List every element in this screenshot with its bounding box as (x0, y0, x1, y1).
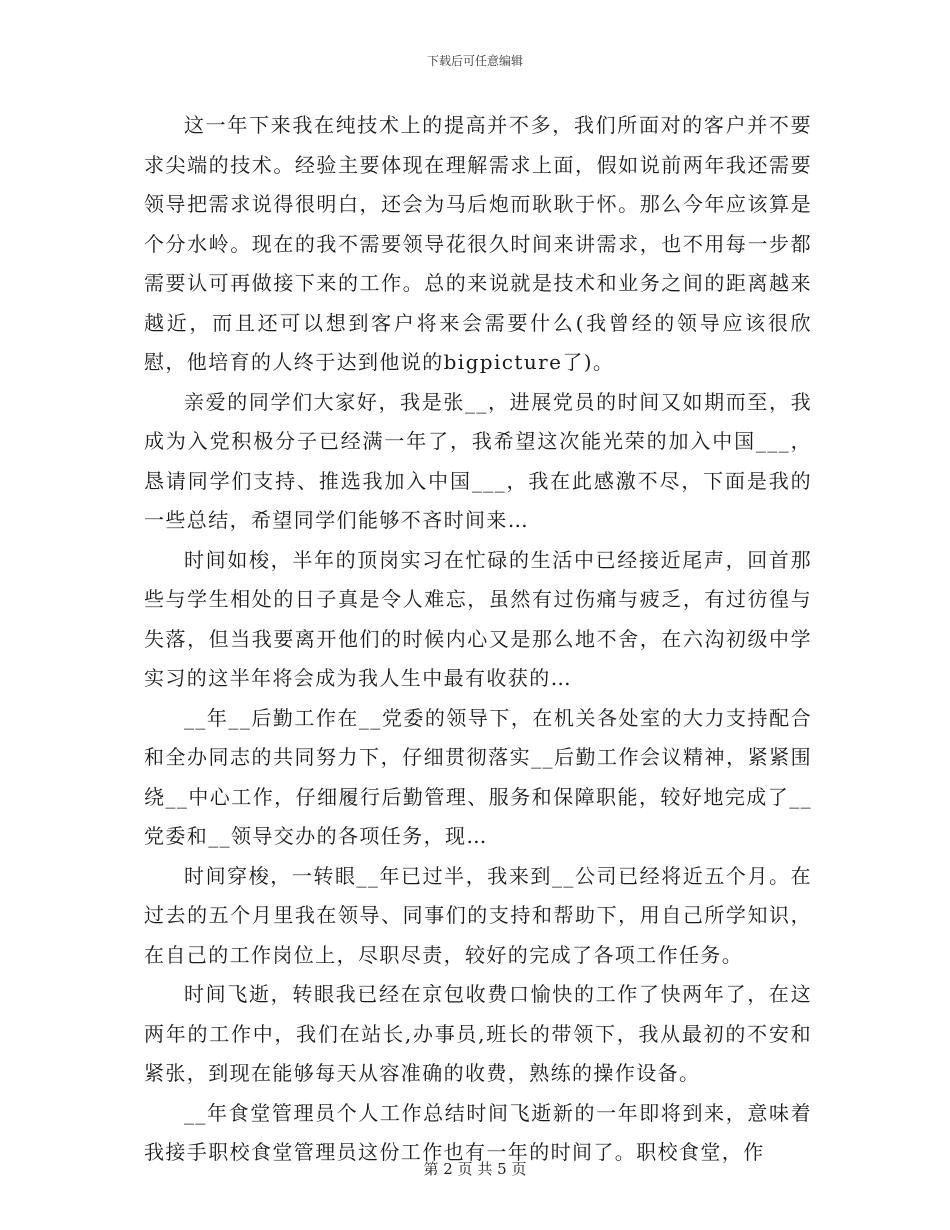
paragraph-6: 时间飞逝，转眼我已经在京包收费口愉快的工作了快两年了，在这两年的工作中，我们在站长,办事员,班长的带领下，我从最初的不安和紧张，到现在能够每天从容准确的收费，熟练的操作设备。 (144, 982, 812, 1085)
paragraph-5: 时间穿梭，一转眼__年已过半，我来到__公司已经将近五个月。在过去的五个月里我在领导、同事们的支持和帮助下，用自己所学知识，在自己的工作岗位上，尽职尽责，较好的完成了各项工作任务。 (144, 863, 812, 967)
paragraph-7: __年食堂管理员个人工作总结时间飞逝新的一年即将到来，意味着我接手职校食堂管理员这份工作也有一年的时间了。职校食堂，作 (144, 1100, 812, 1164)
page-header: 下载后可任意编辑 (426, 54, 523, 68)
page-footer: 第 2 页 共 5 页 (423, 1160, 527, 1178)
paragraph-4: __年__后勤工作在__党委的领导下，在机关各处室的大力支持配合和全办同志的共同努力下，仔细贯彻落实__后勤工作会议精神，紧紧围绕__中心工作，仔细履行后勤管理、服务和保障职能，较好地完成了__党委和__领导交办的各项任务，现… (144, 705, 812, 848)
paragraph-3: 时间如梭，半年的顶岗实习在忙碌的生活中已经接近尾声，回首那些与学生相处的日子真是令人难忘，虽然有过伤痛与疲乏，有过彷徨与失落，但当我要离开他们的时候内心又是那么地不舍，在六沟初级中学实习的这半年将会成为我人生中最有收获的… (144, 547, 812, 690)
paragraph-2: 亲爱的同学们大家好，我是张__，进展党员的时间又如期而至，我成为入党积极分子已经满一年了，我希望这次能光荣的加入中国___，恳请同学们支持、推选我加入中国___，我在此感激不尽，下面是我的一些总结，希望同学们能够不吝时间来… (144, 389, 812, 532)
document-body (144, 106, 812, 1173)
paragraph-1: 这一年下来我在纯技术上的提高并不多，我们所面对的客户并不要求尖端的技术。经验主要体现在理解需求上面，假如说前两年我还需要领导把需求说得很明白，还会为马后炮而耿耿于怀。那么今年应该算是个分水岭。现在的我不需要领导花很久时间来讲需求，也不用每一步都需要认可再做接下来的工作。总的来说就是技术和业务之间的距离越来越近，而且还可以想到客户将来会需要什么(我曾经的领导应该很欣慰，他培育的人终于达到他说的bigpicture了)。 (144, 113, 812, 374)
